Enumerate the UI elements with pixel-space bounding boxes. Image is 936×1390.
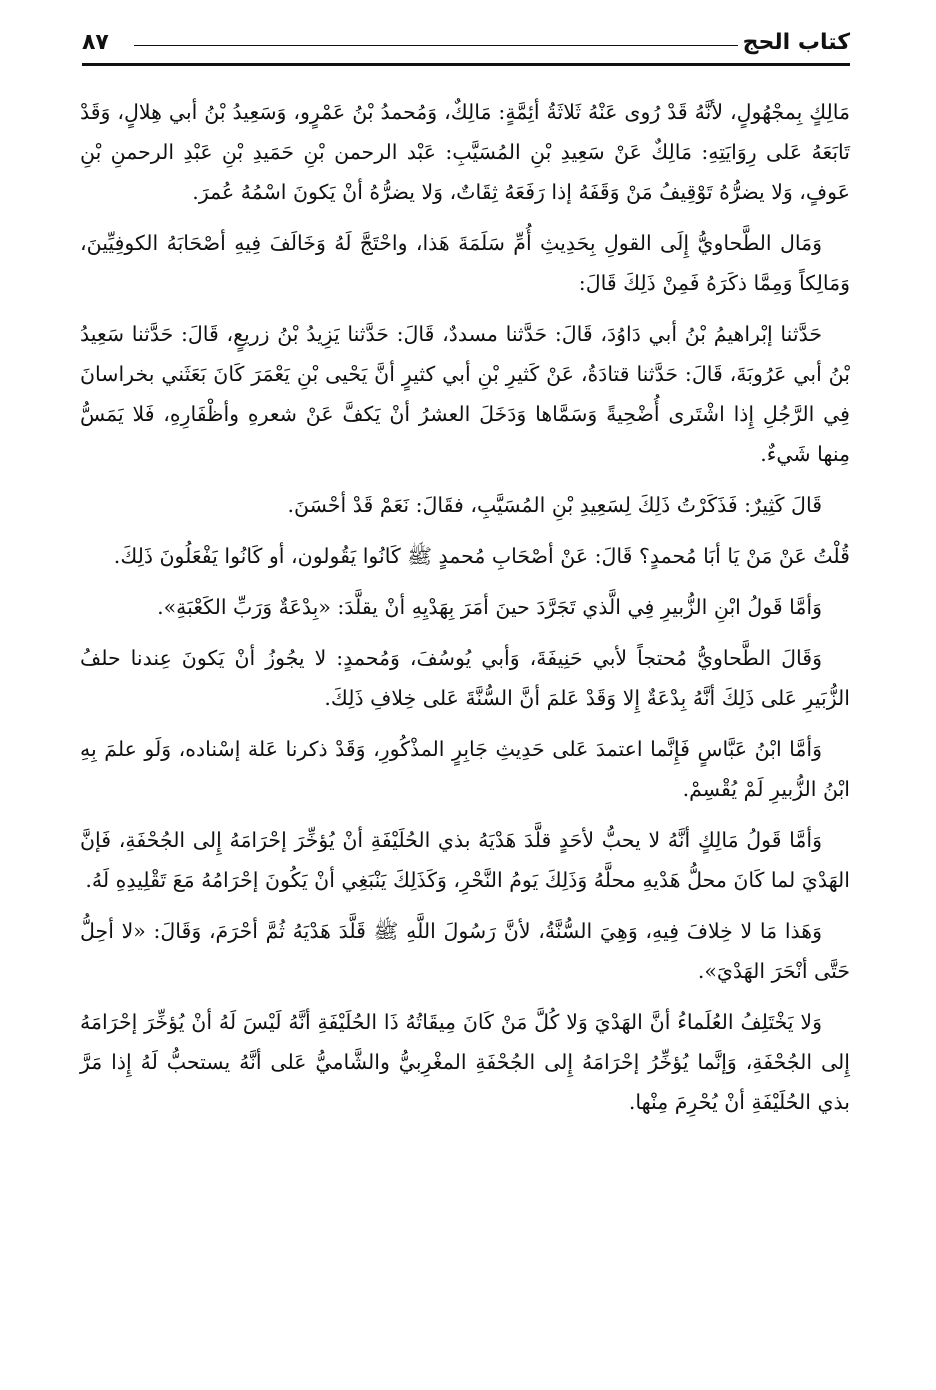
paragraph: وَمَال الطَّحاويُّ إِلَى القولِ بِحَدِيثِ أُمِّ سَلَمَةَ هَذا، واحْتَجَّ لَهُ وَخَالَفَ فِيهِ أصْحَابَهُ الكوفِيِّينَ، وَمَالِكاً وَمِمَّا ذكَرَهُ فَمِنْ ذَلِكَ قَالَ: (80, 231, 850, 295)
page-body (80, 92, 850, 1133)
paragraph: وَأمَّا ابْنُ عَبَّاسٍ فَإِنَّما اعتمدَ عَلى حَدِيثِ جَابِرٍ المذْكُورِ، وَقَدْ ذكرنا عَلة إسْناده، وَلَو علمَ بِهِ ابْنُ الزُّبيرِ لَمْ يُقْسِمْ. (80, 737, 850, 801)
paragraph: وَلا يَخْتَلِفُ العُلَماءُ أنَّ الهَدْيَ وَلا كُلَّ مَنْ كَانَ مِيقَاتُهُ ذَا الحُلَيْفَةِ أنَّهُ لَيْسَ لَهُ أنْ يُؤخِّرَ إحْرَامَهُ إِلى الجُحْفَةِ، وَإنَّما يُؤخِّرُ إحْرَامَهُ إِلى الجُحْفَةِ المغْرِبيُّ والشَّاميُّ عَلى أنَّهُ يستحبُّ لَهُ إِذا مَرَّ بذي الحُلَيْفَةِ أنْ يُحْرِمَ مِنْها. (80, 1010, 850, 1114)
running-header (82, 26, 850, 66)
paragraph: وَقَالَ الطَّحاويُّ مُحتجاً لأبي حَنِيفَةَ، وَأبي يُوسُفَ، وَمُحمدٍ: لا يجُوزُ أنْ يَكونَ عِندنا حلفُ الزُّبَيرِ عَلى ذَلِكَ أنَّهُ بِدْعَةٌ إِلا وَقَدْ عَلمَ أنَّ السُّنَّةَ عَلى خِلافِ ذَلِكَ. (80, 646, 850, 710)
paragraph: وَأمَّا قَولُ ابْنِ الزُّبيرِ فِي الَّذي تَجَرَّدَ حينَ أمَرَ بِهَدْيِهِ أنْ يقلَّدَ: «بِدْعَةٌ وَرَبِّ الكَعْبَةِ». (157, 595, 822, 619)
paragraph: قَالَ كَثِيرٌ: فَذَكَرْتُ ذَلِكَ لِسَعِيدِ بْنِ المُسَيَّبِ، فقَالَ: نَعَمْ قَدْ أحْسَنَ. (287, 493, 822, 517)
header-underline (82, 63, 850, 66)
paragraph: حَدَّثنا إبْراهيمُ بْنُ أبي دَاوُدَ، قَالَ: حَدَّثنا مسددٌ، قَالَ: حَدَّثنا يَزِيدُ بْنُ زريعٍ، قَالَ: حَدَّثنا سَعِيدُ بْنُ أبي عَرُوبَةَ، قَالَ: حَدَّثنا قتادَةُ، عَنْ كَثيرِ بْنِ أبي كثيرٍ أنَّ يَحْيى بْنِ يَعْمَرَ كَانَ بَعَثَني بخراسانَ فِي الرَّجُلِ إِذا اشْتَرى أُضْحِيةً وَسَمَّاها وَدَخَلَ العشرُ أنْ يَكفَّ عَنْ شعرهِ وأظْفَارِهِ، فَلا يَمَسُّ مِنها شَيءٌ. (80, 322, 850, 466)
header-rule (134, 45, 738, 46)
paragraph: مَالِكٍ بِمجْهُولٍ، لأنَّهُ قَدْ رُوى عَنْهُ ثَلاثَةُ أئِمَّةٍ: مَالِكٌ، وَمُحمدُ بْنُ عَمْرٍو، وَسَعِيدُ بْنُ أبي هِلالٍ، وَقَدْ تَابَعَهُ عَلى رِوَايَتِهِ: مَالِكٌ عَنْ سَعِيدِ بْنِ المُسَيَّبِ: عَبْد الرحمن بْنِ حَمَيدِ بْنِ عَبْدِ الرحمنِ بْنِ عَوفٍ، وَلا يضرُّهُ تَوْقِيفُ مَنْ وَقَفَهُ إذا رَفَعَهُ ثِقَاتٌ، وَلا يضرُّهُ أنْ يَكونَ اسْمُهُ عُمرَ. (80, 100, 850, 204)
paragraph: وَهَذا مَا لا خِلافَ فِيهِ، وَهِيَ السُّنَّةُ، لأنَّ رَسُولَ اللَّهِ ﷺ قَلَّدَ هَدْيَهُ ثُمَّ أحْرَمَ، وَقَالَ: «لا أحِلُّ حَتَّى أنْحَرَ الهَدْيَ». (80, 919, 850, 983)
paragraph: قُلْتُ عَنْ مَنْ يَا أبَا مُحمدٍ؟ قَالَ: عَنْ أصْحَابِ مُحمدٍ ﷺ كَانُوا يَقُولون، أو كَانُوا يَفْعَلُونَ ذَلِكَ. (113, 544, 850, 568)
page-number: ٨٧ (82, 30, 109, 55)
chapter-title: كتاب الحج (742, 30, 850, 55)
paragraph: وَأمَّا قَولُ مَالِكٍ أنَّهُ لا يحبُّ لأحَدٍ قلَّدَ هَدْيَهُ بذي الحُلَيْفَةِ أنْ يُؤخِّرَ إحْرَامَهُ إِلى الجُحْفَةِ، فَإنَّ الهَدْيَ لما كَانَ محلُّ هَدْيهِ محلَّهُ وَذَلِكَ يَومُ النَّحْرِ، وَكَذَلِكَ يَنْبَغِي أنْ يَكُونَ إحْرَامُهُ مَعَ تَقْلِيدِهِ لَهُ. (80, 828, 850, 892)
